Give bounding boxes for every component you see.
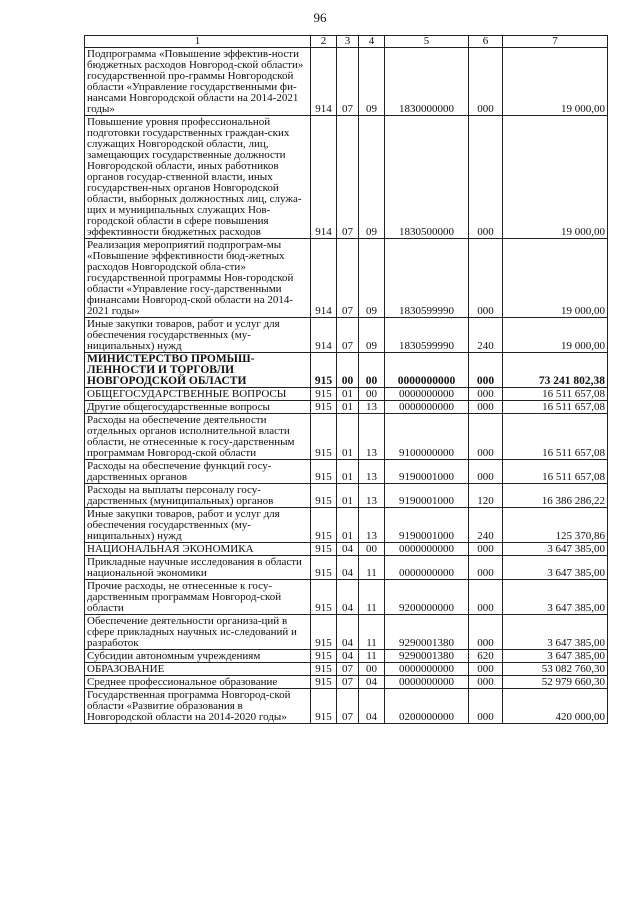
table-row	[85, 556, 608, 580]
table-row	[85, 414, 608, 460]
row-code-5: 0000000000	[385, 663, 469, 676]
header-cell: 5	[385, 36, 469, 48]
row-code-6: 240	[469, 508, 503, 543]
row-code-5: 0000000000	[385, 353, 469, 388]
row-code-5: 0000000000	[385, 543, 469, 556]
row-amount: 420 000,00	[503, 689, 608, 724]
table-row	[85, 388, 608, 401]
row-code-5: 1830000000	[385, 48, 469, 116]
row-name: Прикладные научные исследования в области национальной экономики	[85, 556, 311, 580]
row-code-6: 000	[469, 48, 503, 116]
row-code-3: 07	[337, 689, 359, 724]
row-code-5: 0000000000	[385, 388, 469, 401]
table-row	[85, 401, 608, 414]
row-code-2: 915	[311, 676, 337, 689]
table-row	[85, 615, 608, 650]
row-code-5: 9190001000	[385, 484, 469, 508]
row-code-4: 00	[359, 388, 385, 401]
row-code-6: 000	[469, 543, 503, 556]
row-code-3: 04	[337, 615, 359, 650]
row-code-3: 07	[337, 48, 359, 116]
row-code-5: 9200000000	[385, 580, 469, 615]
row-amount: 16 511 657,08	[503, 401, 608, 414]
header-cell: 3	[337, 36, 359, 48]
row-code-6: 000	[469, 353, 503, 388]
row-code-4: 04	[359, 676, 385, 689]
row-code-2: 915	[311, 689, 337, 724]
row-code-5: 9290001380	[385, 650, 469, 663]
header-row	[85, 36, 608, 48]
row-code-4: 13	[359, 508, 385, 543]
row-code-5: 1830500000	[385, 116, 469, 239]
row-code-3: 01	[337, 401, 359, 414]
row-name: Повышение уровня профессиональной подготовки государственных граждан-ских служащих Новгородской области, лиц, замещающих государственные должности Новгородской области, иных работников органов государ-ственной власти, иных государствен-ных органов Новгородской области, выборных должностных лиц, служа-щих и муниципальных служащих Нов-городской области в сфере повышения эффективности бюджетных расходов	[85, 116, 311, 239]
row-amount: 3 647 385,00	[503, 615, 608, 650]
row-code-3: 04	[337, 543, 359, 556]
header-cell: 6	[469, 36, 503, 48]
row-code-4: 09	[359, 318, 385, 353]
row-code-6: 000	[469, 116, 503, 239]
row-amount: 16 386 286,22	[503, 484, 608, 508]
header-cell: 1	[85, 36, 311, 48]
table-row	[85, 543, 608, 556]
row-code-5: 9290001380	[385, 615, 469, 650]
row-name: Иные закупки товаров, работ и услуг для обеспечения государственных (му-ниципальных) нужд	[85, 318, 311, 353]
row-code-3: 01	[337, 508, 359, 543]
row-code-6: 000	[469, 689, 503, 724]
row-code-4: 13	[359, 484, 385, 508]
row-amount: 3 647 385,00	[503, 650, 608, 663]
row-code-2: 915	[311, 388, 337, 401]
row-name: Обеспечение деятельности организа-ций в сфере прикладных научных ис-следований и разработок	[85, 615, 311, 650]
row-amount: 3 647 385,00	[503, 556, 608, 580]
row-code-6: 000	[469, 239, 503, 318]
row-code-4: 13	[359, 414, 385, 460]
row-name: НАЦИОНАЛЬНАЯ ЭКОНОМИКА	[85, 543, 311, 556]
row-name: МИНИСТЕРСТВО ПРОМЫШ-ЛЕННОСТИ И ТОРГОВЛИ НОВГОРОДСКОЙ ОБЛАСТИ	[85, 353, 311, 388]
row-name: Расходы на выплаты персоналу госу-дарственных (муниципальных) органов	[85, 484, 311, 508]
row-amount: 19 000,00	[503, 48, 608, 116]
row-amount: 19 000,00	[503, 116, 608, 239]
row-amount: 16 511 657,08	[503, 414, 608, 460]
row-code-2: 915	[311, 414, 337, 460]
row-amount: 16 511 657,08	[503, 460, 608, 484]
row-code-6: 000	[469, 580, 503, 615]
row-name: Подпрограмма «Повышение эффектив-ности бюджетных расходов Новгород-ской области» государственной про-граммы Новгородской области «Управление государственными фи-нансами Новгородской области на 2014-2021 годы»	[85, 48, 311, 116]
row-code-3: 07	[337, 663, 359, 676]
row-amount: 3 647 385,00	[503, 543, 608, 556]
row-name: Иные закупки товаров, работ и услуг для обеспечения государственных (му-ниципальных) нужд	[85, 508, 311, 543]
row-name: ОБЩЕГОСУДАРСТВЕННЫЕ ВОПРОСЫ	[85, 388, 311, 401]
row-code-6: 000	[469, 414, 503, 460]
page-number: 96	[313, 10, 327, 25]
row-amount: 3 647 385,00	[503, 580, 608, 615]
row-code-4: 09	[359, 48, 385, 116]
row-amount: 19 000,00	[503, 318, 608, 353]
row-code-3: 01	[337, 414, 359, 460]
row-code-4: 13	[359, 401, 385, 414]
table-row	[85, 676, 608, 689]
row-code-6: 000	[469, 615, 503, 650]
row-name: Расходы на обеспечение деятельности отдельных органов исполнительной власти области, не отнесенные к госу-дарственным программам Новгород-ской области	[85, 414, 311, 460]
row-code-2: 914	[311, 318, 337, 353]
row-code-4: 00	[359, 353, 385, 388]
row-code-2: 915	[311, 580, 337, 615]
table-row	[85, 650, 608, 663]
table-row	[85, 460, 608, 484]
row-code-6: 000	[469, 401, 503, 414]
row-code-6: 620	[469, 650, 503, 663]
table-row	[85, 353, 608, 388]
row-code-2: 915	[311, 556, 337, 580]
table-row	[85, 663, 608, 676]
table-row	[85, 48, 608, 116]
row-name: Государственная программа Новгород-ской области «Развитие образования в Новгородской области на 2014-2020 годы»	[85, 689, 311, 724]
row-code-2: 915	[311, 663, 337, 676]
row-code-3: 04	[337, 650, 359, 663]
row-code-4: 09	[359, 116, 385, 239]
row-amount: 73 241 802,38	[503, 353, 608, 388]
row-code-5: 1830599990	[385, 239, 469, 318]
row-code-5: 0000000000	[385, 676, 469, 689]
row-code-5: 9190001000	[385, 460, 469, 484]
row-code-3: 07	[337, 318, 359, 353]
row-code-5: 9100000000	[385, 414, 469, 460]
row-code-3: 01	[337, 460, 359, 484]
row-code-4: 11	[359, 615, 385, 650]
row-code-4: 11	[359, 556, 385, 580]
row-name: Прочие расходы, не отнесенные к госу-дарственным программам Новгород-ской области	[85, 580, 311, 615]
row-code-3: 01	[337, 388, 359, 401]
row-code-6: 000	[469, 556, 503, 580]
row-amount: 52 979 660,30	[503, 676, 608, 689]
row-code-3: 04	[337, 580, 359, 615]
row-code-3: 07	[337, 676, 359, 689]
table-row	[85, 580, 608, 615]
row-name: ОБРАЗОВАНИЕ	[85, 663, 311, 676]
row-amount: 53 082 760,30	[503, 663, 608, 676]
table-row	[85, 689, 608, 724]
row-name: Среднее профессиональное образование	[85, 676, 311, 689]
row-code-4: 04	[359, 689, 385, 724]
row-code-2: 914	[311, 239, 337, 318]
row-code-6: 000	[469, 676, 503, 689]
row-code-4: 13	[359, 460, 385, 484]
row-code-4: 09	[359, 239, 385, 318]
row-code-3: 07	[337, 116, 359, 239]
row-code-2: 915	[311, 401, 337, 414]
row-code-2: 915	[311, 508, 337, 543]
row-name: Реализация мероприятий подпрограм-мы «Повышение эффективности бюд-жетных расходов Новгородской обла-сти» государственной программы Нов-городской области «Управление госу-дарственными финансами Новгород-ской области на 2014-2021 годы»	[85, 239, 311, 318]
row-code-3: 00	[337, 353, 359, 388]
row-name: Другие общегосударственные вопросы	[85, 401, 311, 414]
row-code-5: 1830599990	[385, 318, 469, 353]
row-code-6: 240	[469, 318, 503, 353]
row-code-6: 120	[469, 484, 503, 508]
row-name: Субсидии автономным учреждениям	[85, 650, 311, 663]
row-code-2: 915	[311, 615, 337, 650]
row-code-4: 00	[359, 663, 385, 676]
row-code-5: 9190001000	[385, 508, 469, 543]
row-code-2: 914	[311, 116, 337, 239]
row-code-6: 000	[469, 460, 503, 484]
header-cell: 2	[311, 36, 337, 48]
row-code-4: 11	[359, 650, 385, 663]
row-code-2: 915	[311, 543, 337, 556]
row-code-2: 915	[311, 484, 337, 508]
table-row	[85, 484, 608, 508]
row-code-5: 0200000000	[385, 689, 469, 724]
table-row	[85, 239, 608, 318]
table-row	[85, 508, 608, 543]
row-code-2: 915	[311, 353, 337, 388]
table-row	[85, 318, 608, 353]
row-name: Расходы на обеспечение функций госу-дарственных органов	[85, 460, 311, 484]
row-code-3: 07	[337, 239, 359, 318]
row-code-3: 04	[337, 556, 359, 580]
row-code-5: 0000000000	[385, 556, 469, 580]
row-code-2: 914	[311, 48, 337, 116]
row-amount: 16 511 657,08	[503, 388, 608, 401]
row-code-4: 00	[359, 543, 385, 556]
row-code-6: 000	[469, 388, 503, 401]
row-code-2: 915	[311, 460, 337, 484]
row-amount: 19 000,00	[503, 239, 608, 318]
table-row	[85, 116, 608, 239]
row-amount: 125 370,86	[503, 508, 608, 543]
header-cell: 4	[359, 36, 385, 48]
row-code-4: 11	[359, 580, 385, 615]
budget-table	[84, 35, 608, 724]
header-cell: 7	[503, 36, 608, 48]
row-code-6: 000	[469, 663, 503, 676]
row-code-3: 01	[337, 484, 359, 508]
row-code-2: 915	[311, 650, 337, 663]
row-code-5: 0000000000	[385, 401, 469, 414]
